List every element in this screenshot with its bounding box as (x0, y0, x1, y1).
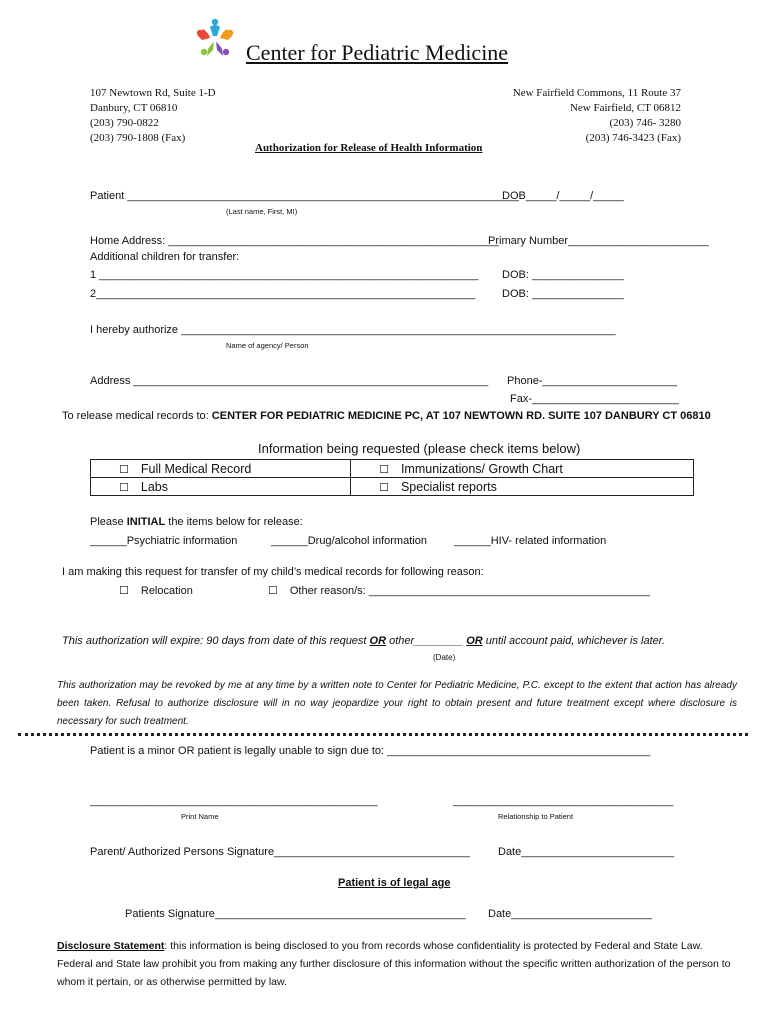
address-line: New Fairfield, CT 06812 (569, 102, 681, 114)
option-labs[interactable] (91, 478, 351, 496)
legal-age-heading: Patient is of legal age (338, 877, 451, 889)
checkbox-icon[interactable]: ☐ (268, 585, 278, 597)
option-label: Specialist reports (400, 479, 497, 494)
checkbox-icon[interactable]: ☐ (379, 481, 389, 494)
relationship-label: Relationship to Patient (498, 812, 574, 821)
reason-other[interactable] (268, 584, 650, 597)
disclosure-text: : this information is being disclosed to you from records whose confidentiality is protected by Federal and State Law. Federal and State law prohibit you from making any further disclosure of this information without the specific written authorization of the person to whom it pertain, or as otherwise permitted by law. (57, 940, 731, 988)
option-immunizations[interactable] (351, 460, 694, 478)
patient-dob-field[interactable]: DOB_____/_____/_____ (502, 190, 624, 202)
agency-hint: Name of agency/ Person (226, 341, 309, 350)
initial-prefix: Please (90, 516, 127, 528)
release-to-line (62, 410, 711, 422)
option-label: Labs (140, 479, 168, 494)
phone-line: (203) 746- 3280 (609, 117, 681, 129)
release-to-prefix: To release medical records to: (62, 410, 212, 422)
address-line: Danbury, CT 06810 (90, 102, 178, 114)
disclosure-paragraph (57, 937, 737, 991)
patient-label: Patient (90, 190, 125, 202)
patient-name-hint: (Last name, First, MI) (226, 207, 298, 216)
option-specialist-reports[interactable] (351, 478, 694, 496)
child2-field[interactable]: 2______________________________________________________________ (90, 288, 476, 300)
address-line: 107 Newtown Rd, Suite 1-D (90, 87, 216, 99)
initial-suffix: the items below for release: (165, 516, 303, 528)
checkbox-icon[interactable]: ☐ (379, 463, 389, 476)
checkbox-icon[interactable]: ☐ (119, 463, 129, 476)
phone-line: (203) 790-0822 (90, 117, 159, 129)
checkbox-icon[interactable]: ☐ (119, 585, 129, 597)
address-line: New Fairfield Commons, 11 Route 37 (512, 87, 681, 99)
patient-signature-field[interactable]: Patients Signature_________________________________________ (125, 908, 466, 920)
relationship-field[interactable]: ____________________________________ (453, 795, 674, 807)
child2-dob-field[interactable]: DOB: _______________ (502, 288, 624, 300)
right-address (513, 86, 681, 146)
home-address-field[interactable]: Home Address: ______________________________________________________ (90, 235, 499, 247)
patient-date-field[interactable]: Date_______________________ (488, 908, 652, 920)
agency-address-field[interactable]: Address __________________________________________________________ (90, 375, 489, 387)
authorize-field[interactable]: I hereby authorize _______________________________________________________________________ (90, 324, 616, 336)
minor-reason-field[interactable]: Patient is a minor OR patient is legally unable to sign due to: ___________________________________________ (90, 745, 651, 757)
child1-dob-field[interactable]: DOB: _______________ (502, 269, 624, 281)
reason-relocation[interactable] (119, 584, 193, 597)
requested-heading: Information being requested (please check items below) (258, 441, 581, 456)
left-address (90, 86, 216, 146)
expiry-or: OR (369, 635, 387, 647)
agency-phone-field[interactable]: Phone-______________________ (507, 375, 678, 387)
initial-instruction (90, 516, 303, 528)
patient-row (90, 190, 519, 202)
release-to-target: CENTER FOR PEDIATRIC MEDICINE PC, AT 107 NEWTOWN RD. SUITE 107 DANBURY CT 06810 (211, 410, 711, 422)
initial-drug-alcohol-field[interactable]: ______Drug/alcohol information (271, 535, 427, 547)
print-name-field[interactable]: _______________________________________________ (90, 795, 378, 807)
revoke-paragraph: This authorization may be revoked by me at any time by a written note to Center for Pediatric Medicine, P.C. except to the extent that action has already been taken. Refusal to authorize disclosure will in no way jeopardize your right to obtain present and future treatment except where disclosure is necessary for such treatment. (57, 680, 737, 727)
relocation-label: Relocation (140, 585, 193, 597)
clinic-name: Center for Pediatric Medicine (246, 40, 509, 65)
form-title: Authorization for Release of Health Information (255, 142, 483, 154)
fax-line: (203) 746-3423 (Fax) (585, 132, 681, 144)
agency-fax-field[interactable]: Fax-________________________ (510, 393, 679, 405)
date-hint: (Date) (433, 653, 456, 662)
child1-field[interactable]: 1 ______________________________________________________________ (90, 269, 479, 281)
parent-date-field[interactable]: Date_________________________ (498, 846, 675, 858)
initial-hiv-field[interactable]: ______HIV- related information (454, 535, 607, 547)
dotted-divider (18, 733, 748, 736)
clinic-logo (192, 16, 238, 62)
disclosure-label: Disclosure Statement (57, 940, 165, 952)
checkbox-icon[interactable]: ☐ (119, 481, 129, 494)
reason-text: I am making this request for transfer of my child’s medical records for following reason: (62, 566, 484, 578)
option-label: Immunizations/ Growth Chart (400, 461, 563, 476)
option-label: Full Medical Record (140, 461, 252, 476)
parent-signature-field[interactable]: Parent/ Authorized Persons Signature________________________________ (90, 846, 470, 858)
expiry-text: This authorization will expire: 90 days from date of this request (62, 635, 370, 647)
fax-line: (203) 790-1808 (Fax) (90, 132, 186, 144)
print-name-label: Print Name (181, 812, 219, 821)
requested-table (90, 459, 694, 496)
additional-children-label: Additional children for transfer: (90, 251, 240, 263)
other-reason-field[interactable]: Other reason/s: ______________________________________________ (289, 585, 651, 597)
patient-name-field[interactable]: ________________________________________________________________ (127, 190, 519, 202)
initial-psychiatric-field[interactable]: ______Psychiatric information (90, 535, 238, 547)
initial-bold: INITIAL (126, 516, 166, 528)
primary-number-field[interactable]: Primary Number_______________________ (488, 235, 709, 247)
expiry-line (62, 635, 665, 647)
expiry-other-field[interactable]: other________ (386, 635, 467, 647)
expiry-text: until account paid, whichever is later. (482, 635, 666, 647)
option-full-medical-record[interactable] (91, 460, 351, 478)
expiry-or: OR (466, 635, 483, 647)
